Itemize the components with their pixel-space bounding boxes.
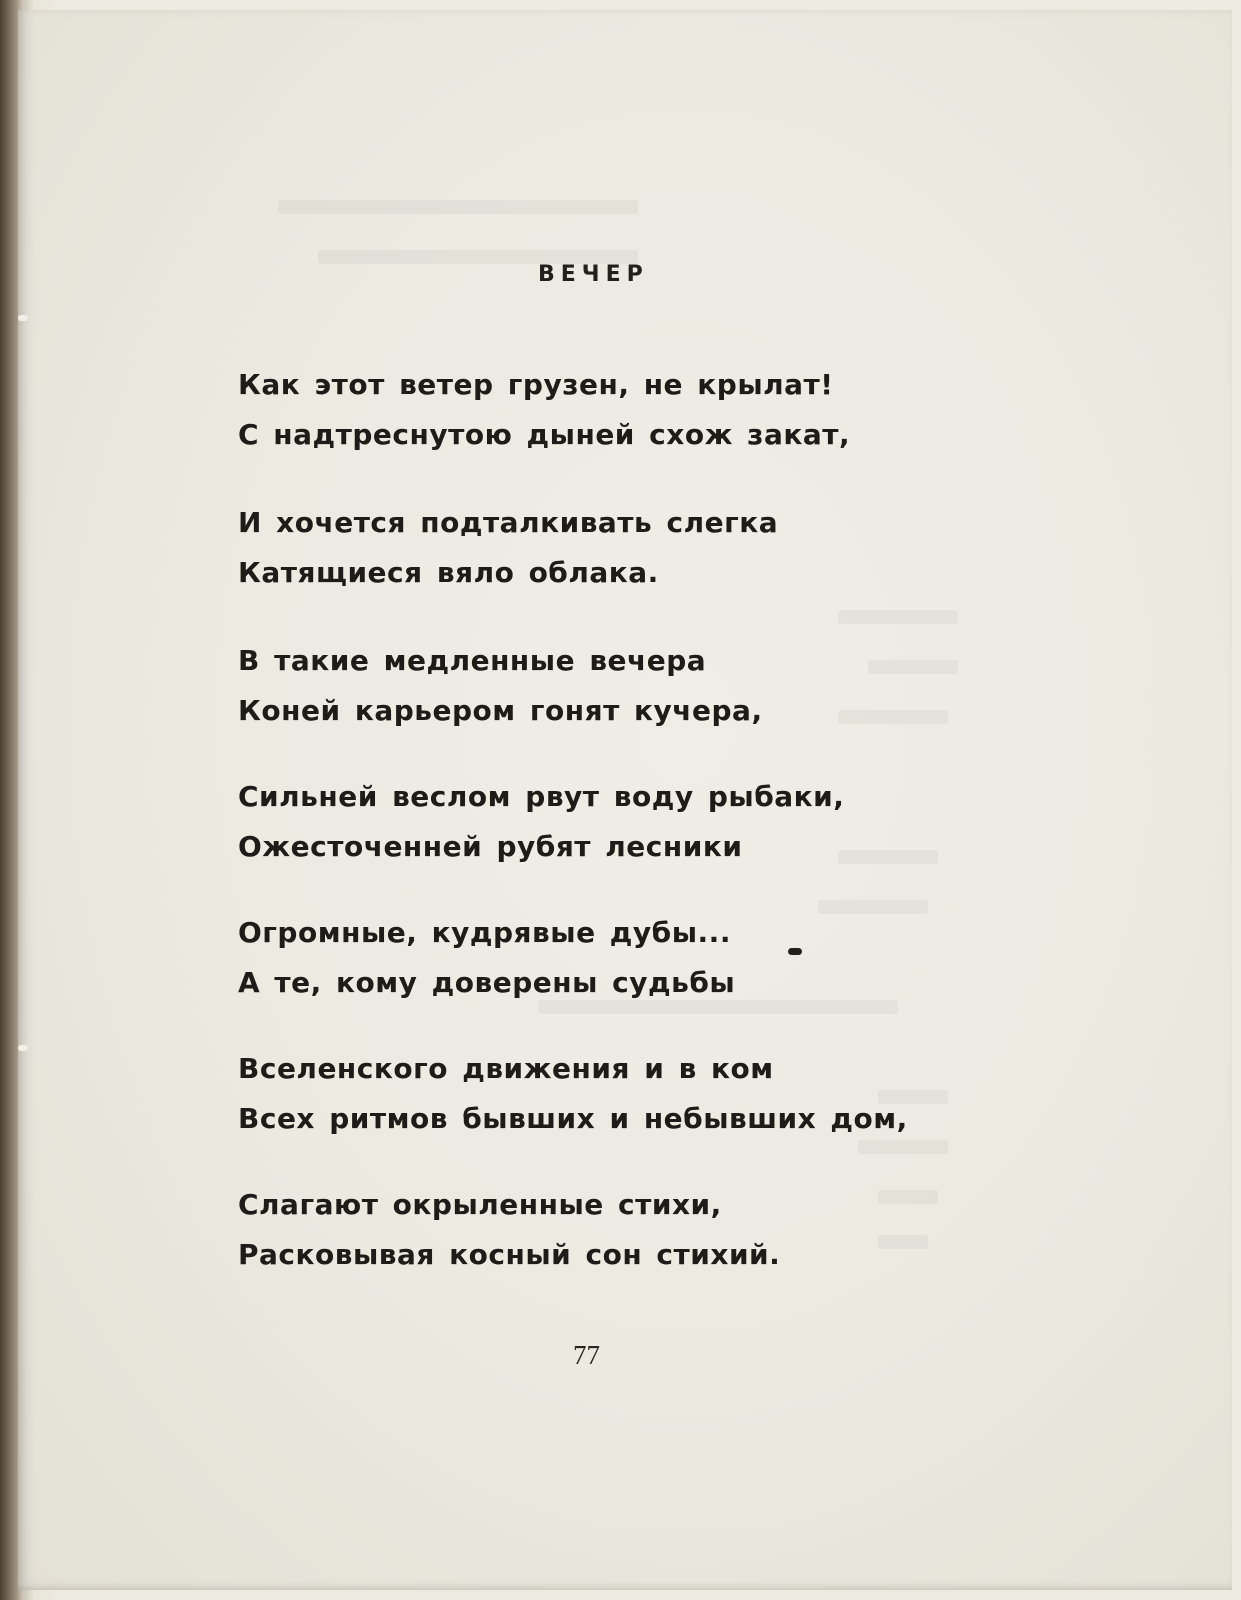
stanza-6: [238, 1044, 998, 1144]
stanza-5: [238, 908, 998, 1008]
verse-line: Всех ритмов бывших и небывших дом,: [238, 1102, 908, 1135]
verse-line: Коней карьером гонят кучера,: [238, 694, 763, 727]
verse-line: Сильней веслом рвут воду рыбаки,: [238, 780, 845, 813]
verse-line: В такие медленные вечера: [238, 644, 707, 677]
stanza-7: [238, 1180, 998, 1280]
verse-line: Слагают окрыленные стихи,: [238, 1188, 722, 1221]
stanza-2: [238, 498, 998, 598]
verse-line: Ожесточенней рубят лесники: [238, 830, 743, 863]
binding-stitch-mark: [18, 315, 28, 321]
stanza-3: [238, 636, 998, 736]
stanza-4: [238, 772, 998, 872]
verse-line: Катящиеся вяло облака.: [238, 556, 659, 589]
page-number: 77: [573, 1340, 600, 1370]
verse-line: Вселенского движения и в ком: [238, 1052, 774, 1085]
verse-line: Огромные, кудрявые дубы...: [238, 916, 731, 949]
verse-line: И хочется подталкивать слегка: [238, 506, 779, 539]
verse-line: А те, кому доверены судьбы: [238, 966, 736, 999]
verse-line: С надтреснутою дыней схож закат,: [238, 418, 851, 451]
stanza-1: [238, 360, 998, 460]
book-page: [18, 10, 1232, 1590]
verse-line: Расковывая косный сон стихий.: [238, 1238, 781, 1271]
verse-line: Как этот ветер грузен, не крылат!: [238, 368, 834, 401]
binding-stitch-mark: [18, 1045, 28, 1051]
poem-title: ВЕЧЕР: [538, 262, 649, 287]
ink-blot: [788, 948, 802, 955]
